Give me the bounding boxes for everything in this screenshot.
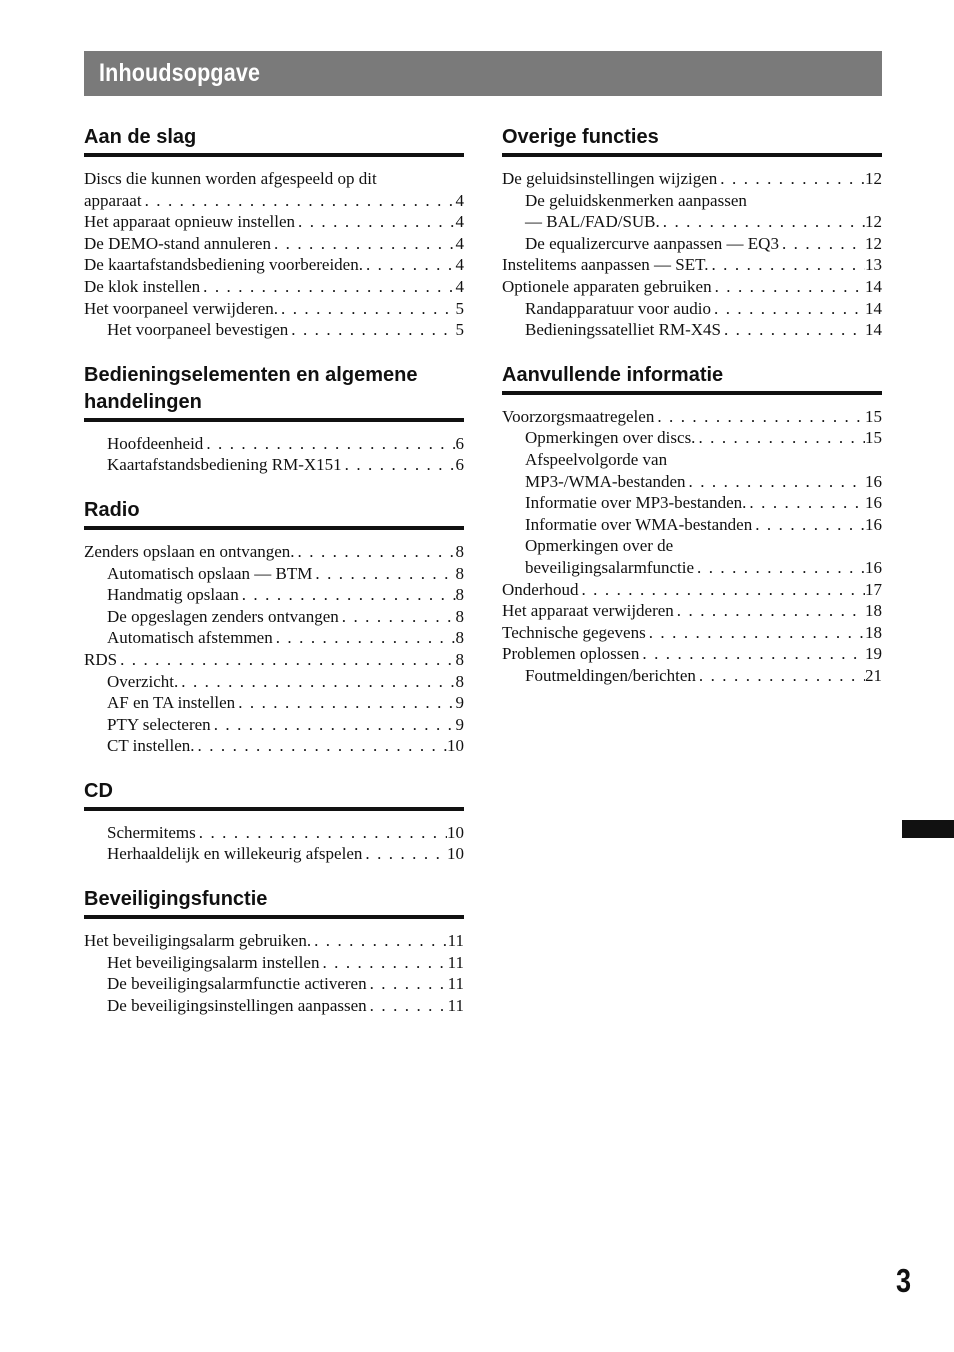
toc-entry [502, 557, 882, 579]
toc-entry [84, 930, 464, 952]
toc-entry [84, 671, 464, 693]
toc-entry [84, 606, 464, 628]
toc-entry-page: 18 [865, 622, 882, 642]
toc-entry-page: 8 [455, 541, 464, 561]
toc-entry [502, 298, 882, 320]
toc-entry-label: De equalizercurve aanpassen — EQ3 [525, 233, 779, 253]
dot-leader [235, 692, 455, 714]
toc-entry-page: 11 [447, 931, 464, 951]
dot-leader [273, 627, 456, 649]
toc-entry-page: 11 [447, 974, 464, 994]
dot-leader [203, 433, 455, 455]
dot-leader [362, 843, 447, 865]
page-title: Inhoudsopgave [99, 59, 261, 87]
toc-entry-page: 16 [865, 493, 882, 513]
toc-entry-page: 11 [447, 952, 464, 972]
dot-leader [654, 406, 865, 428]
toc-entry-page: 16 [865, 471, 882, 491]
toc-entry-label: Overzicht. [107, 671, 179, 691]
toc-entry-page: 13 [865, 255, 882, 275]
section-entries [84, 422, 464, 476]
toc-entry [84, 822, 464, 844]
toc-entry-page: 6 [455, 433, 464, 453]
toc-entry [502, 579, 882, 601]
toc-entry-label: AF en TA instellen [107, 693, 236, 713]
dot-leader [311, 930, 448, 952]
toc-entry-label: De kaartafstandsbediening voorbereiden. [84, 255, 363, 275]
toc-entry [502, 514, 882, 536]
toc-entry-page: 5 [455, 298, 464, 318]
toc-entry-label: De geluidsinstellingen wijzigen [502, 169, 718, 188]
title-bar [84, 51, 882, 96]
toc-entry [84, 254, 464, 276]
toc-entry-label: Herhaaldelijk en willekeurig afspelen [107, 844, 363, 864]
toc-entry [502, 254, 882, 276]
toc-entry [84, 319, 464, 341]
toc-entry-label: De DEMO-stand annuleren [84, 233, 271, 253]
toc-entry-label: Technische gegevens [502, 622, 646, 642]
section-heading: Overige functies [502, 124, 882, 157]
toc-entry [84, 735, 464, 757]
toc-left-column [84, 124, 464, 1037]
toc-entry-label: Informatie over MP3-bestanden. [525, 493, 747, 513]
dot-leader [721, 319, 865, 341]
toc-entry [84, 714, 464, 736]
toc-entry-label: Het voorpaneel verwijderen. [84, 298, 278, 318]
toc-entry-label: RDS [84, 649, 118, 669]
toc-entry [84, 233, 464, 255]
dot-leader [646, 622, 865, 644]
toc-entry-page: 19 [865, 644, 882, 664]
toc-entry-page: 21 [865, 665, 882, 685]
section-heading: Aanvullende informatie [502, 362, 882, 395]
toc-entry-label: Bedieningssatelliet RM-X4S [525, 320, 721, 340]
toc-section [502, 124, 882, 341]
section-heading: Beveiligingsfunctie [84, 886, 464, 919]
toc-entry-label: PTY selecteren [107, 714, 211, 734]
toc-entry-text: Opmerkingen over de [525, 536, 674, 556]
dot-leader [195, 735, 447, 757]
toc-entry-page: 9 [455, 693, 464, 713]
toc-entry-page: 16 [865, 514, 882, 534]
toc-entry-label: CT instellen. [107, 736, 195, 756]
dot-leader [271, 233, 456, 255]
toc-entry-label: beveiligingsalarmfunctie [525, 557, 694, 577]
dot-leader [142, 190, 456, 212]
toc-section [84, 778, 464, 865]
toc-entry-label: Kaartafstandsbediening RM-X151 [107, 455, 342, 475]
toc-entry-page: 4 [455, 276, 464, 296]
toc-entry-page: 10 [447, 844, 464, 864]
toc-entry-page: 10 [447, 736, 464, 756]
section-entries [502, 157, 882, 341]
toc-entry-label: Het voorpaneel bevestigen [107, 320, 289, 340]
toc-entry-page: 15 [865, 406, 882, 426]
dot-leader [660, 211, 865, 233]
toc-section [84, 497, 464, 757]
toc-entry-page: 14 [865, 320, 882, 340]
section-entries [84, 811, 464, 865]
dot-leader [367, 973, 448, 995]
toc-entry-page: 4 [455, 255, 464, 275]
toc-entry [84, 276, 464, 298]
toc-entry [502, 643, 882, 665]
toc-entry-label: Opmerkingen over discs. [525, 428, 696, 448]
toc-entry-text: Discs die kunnen worden afgespeeld op dit [84, 169, 377, 188]
section-entries [84, 919, 464, 1016]
page-number: 3 [896, 1262, 912, 1299]
dot-leader [319, 952, 447, 974]
toc-entry [502, 211, 882, 233]
toc-entry-label: Foutmeldingen/berichten [525, 665, 696, 685]
dot-leader [295, 541, 456, 563]
toc-entry [502, 276, 882, 298]
section-heading: Radio [84, 497, 464, 530]
toc-right-column [502, 124, 882, 707]
toc-entry [502, 622, 882, 644]
toc-entry-label: De beveiligingsalarmfunctie activeren [107, 974, 367, 994]
toc-entry-page: 4 [455, 190, 464, 210]
toc-entry [502, 492, 882, 514]
toc-entry [502, 319, 882, 341]
toc-entry-page: 14 [865, 276, 882, 296]
language-tab-marker [902, 820, 954, 838]
toc-entry-page: 8 [455, 563, 464, 583]
dot-leader [711, 298, 865, 320]
toc-entry [84, 190, 464, 212]
dot-leader [342, 454, 456, 476]
dot-leader [578, 579, 865, 601]
toc-entry-page: 12 [865, 212, 882, 232]
toc-entry [502, 427, 882, 449]
toc-entry-label: Voorzorgsmaatregelen [502, 406, 655, 426]
toc-entry-page: 8 [455, 649, 464, 669]
toc-entry-label: Het beveiligingsalarm gebruiken. [84, 931, 312, 951]
toc-entry-label: MP3-/WMA-bestanden [525, 471, 686, 491]
toc-entry [502, 600, 882, 622]
toc-section [84, 886, 464, 1016]
toc-entry-page: 10 [447, 822, 464, 842]
toc-entry [502, 233, 882, 255]
dot-leader [717, 168, 865, 190]
toc-entry [84, 454, 464, 476]
toc-entry-label: Schermitems [107, 822, 196, 842]
section-entries [502, 395, 882, 687]
toc-entry-label: Informatie over WMA-bestanden [525, 514, 753, 534]
toc-entry-label: Zenders opslaan en ontvangen. [84, 541, 295, 561]
toc-entry-label: Onderhoud [502, 579, 579, 599]
dot-leader [712, 276, 865, 298]
toc-entry [502, 471, 882, 493]
toc-entry [84, 563, 464, 585]
dot-leader [779, 233, 865, 255]
section-heading: CD [84, 778, 464, 811]
toc-entry-label: Optionele apparaten gebruiken [502, 276, 712, 296]
toc-entry-page: 18 [865, 601, 882, 621]
dot-leader [200, 276, 455, 298]
toc-entry-text: De geluidskenmerken aanpassen [525, 190, 747, 210]
toc-entry-page: 17 [865, 579, 882, 599]
toc-entry-page: 14 [865, 298, 882, 318]
dot-leader [694, 557, 865, 579]
toc-entry-page: 12 [865, 233, 882, 253]
dot-leader [312, 563, 455, 585]
toc-entry-page: 5 [455, 320, 464, 340]
toc-entry [84, 649, 464, 671]
toc-entry [84, 627, 464, 649]
toc-section [84, 362, 464, 476]
dot-leader [746, 492, 865, 514]
toc-entry-label: Het beveiligingsalarm instellen [107, 952, 320, 972]
toc-entry [84, 584, 464, 606]
toc-entry-page: 4 [455, 212, 464, 232]
toc-entry [84, 952, 464, 974]
toc-entry-page: 6 [455, 455, 464, 475]
toc-entry-page: 8 [455, 585, 464, 605]
toc-entry-label: Hoofdeenheid [107, 433, 204, 453]
dot-leader [674, 600, 865, 622]
toc-entry [84, 211, 464, 233]
dot-leader [239, 584, 456, 606]
toc-entry [84, 541, 464, 563]
section-entries [84, 157, 464, 341]
dot-leader [295, 211, 455, 233]
toc-entry-label: Handmatig opslaan [107, 585, 239, 605]
dot-leader [367, 995, 448, 1017]
toc-entry [84, 433, 464, 455]
dot-leader [278, 298, 456, 320]
toc-entry [502, 665, 882, 687]
toc-entry-page: 16 [865, 557, 882, 577]
section-entries [84, 530, 464, 757]
toc-entry-label: Het apparaat verwijderen [502, 601, 674, 621]
dot-leader [686, 471, 865, 493]
section-heading: Bedieningselementen en algemene handelingen [84, 362, 464, 422]
toc-entry-page: 15 [865, 428, 882, 448]
section-heading: Aan de slag [84, 124, 464, 157]
toc-entry-page: 12 [865, 169, 882, 188]
dot-leader [695, 427, 865, 449]
toc-entry-page: 9 [455, 714, 464, 734]
dot-leader [752, 514, 865, 536]
toc-entry-label: Randapparatuur voor audio [525, 298, 711, 318]
toc-entry-label: Automatisch opslaan — BTM [107, 563, 313, 583]
dot-leader [211, 714, 456, 736]
toc-entry-label: — BAL/FAD/SUB. [525, 212, 660, 232]
toc-entry-text: Afspeelvolgorde van [525, 449, 668, 469]
toc-entry-page: 11 [447, 995, 464, 1015]
toc-entry [84, 973, 464, 995]
toc-entry-label: apparaat [84, 190, 142, 210]
toc-section [502, 362, 882, 687]
dot-leader [639, 643, 865, 665]
toc-entry [84, 298, 464, 320]
toc-entry-page: 8 [455, 628, 464, 648]
dot-leader [117, 649, 455, 671]
dot-leader [288, 319, 455, 341]
toc-entry-label: De klok instellen [84, 276, 201, 296]
dot-leader [708, 254, 865, 276]
toc-entry-label: Het apparaat opnieuw instellen [84, 212, 296, 232]
toc-section [84, 124, 464, 341]
dot-leader [363, 254, 456, 276]
toc-entry [502, 168, 882, 190]
toc-entry-label: De beveiligingsinstellingen aanpassen [107, 995, 367, 1015]
toc-entry-page: 4 [455, 233, 464, 253]
toc-entry [502, 406, 882, 428]
toc-entry [84, 692, 464, 714]
toc-entry [84, 995, 464, 1017]
dot-leader [178, 671, 455, 693]
toc-entry [84, 843, 464, 865]
dot-leader [339, 606, 456, 628]
toc-entry-label: De opgeslagen zenders ontvangen [107, 606, 339, 626]
toc-entry-page: 8 [455, 606, 464, 626]
toc-entry-label: Instelitems aanpassen — SET. [502, 255, 709, 275]
toc-entry-label: Problemen oplossen [502, 644, 640, 664]
dot-leader [196, 822, 447, 844]
dot-leader [696, 665, 865, 687]
toc-entry-page: 8 [455, 671, 464, 691]
toc-entry-label: Automatisch afstemmen [107, 628, 273, 648]
